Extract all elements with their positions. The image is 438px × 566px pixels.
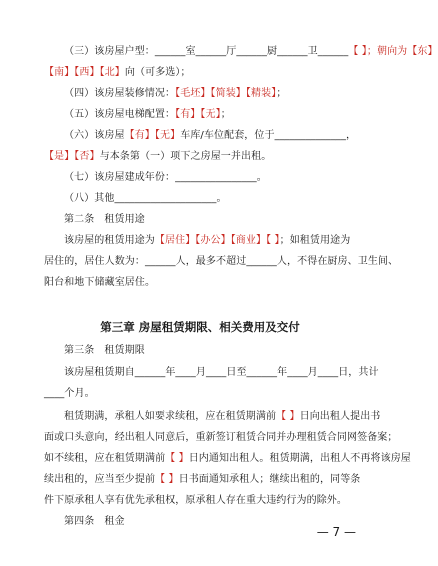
option-days: 【 】 <box>276 411 300 422</box>
article-number: 第三条 <box>64 345 95 356</box>
article-title: 租赁期限 <box>94 345 145 356</box>
line-renewal-3 <box>44 452 411 466</box>
blank: ______ <box>145 256 176 267</box>
text: 该房屋租赁期自 <box>64 367 135 378</box>
line-garage-included <box>44 150 271 164</box>
option-decoration: 【毛坯】【简装】【精装】 <box>175 88 277 99</box>
option-usage: 【居住】【办公】【商业】【 】 <box>154 235 280 246</box>
line-residents <box>44 255 398 269</box>
blank: ______ <box>246 367 278 378</box>
line-garage <box>64 129 356 143</box>
line-build-year <box>64 171 267 185</box>
line-orientation <box>44 66 191 80</box>
article-3-heading <box>64 344 145 358</box>
text: 日内通知出租人。 <box>188 453 270 464</box>
text: （六）该房屋 <box>64 130 125 141</box>
text: 租赁期满，承租人如要求续租，应在租赁期满前 <box>64 411 277 422</box>
blank: ______ <box>277 46 308 57</box>
line-renewal-2 <box>44 431 398 445</box>
text: 如不续租，应在租赁期满前 <box>44 453 166 464</box>
text: 个月。 <box>64 388 95 399</box>
blank: ______________ <box>274 130 346 141</box>
line-renewal-4 <box>44 473 360 487</box>
line-lease-period <box>64 366 379 380</box>
article-number: 第四条 <box>64 516 95 527</box>
text: 件下原承租人享有优先承租权，原承租人存在重大违约行为的除外。 <box>44 495 347 506</box>
line-storage <box>44 276 155 290</box>
option-directions: 【南】【西】【北】 <box>44 67 125 78</box>
text: （八）其他 <box>64 193 115 204</box>
text: 月 <box>307 367 318 378</box>
text: （三）该房屋户型： <box>64 46 155 57</box>
text: 面或口头意向，经出租人同意后，重新签订租赁合同并办理租赁合同网签备案； <box>44 432 398 443</box>
blank: ______ <box>154 46 186 57</box>
option-elevator: 【有】【无】 <box>175 109 221 120</box>
line-renewal-5 <box>44 494 347 508</box>
text: 该房屋的租赁用途为 <box>64 235 155 246</box>
text: 日书面通知承租人；继续出租的，同等条 <box>178 474 361 485</box>
article-2-heading <box>64 213 145 227</box>
blank: ____ <box>205 367 227 378</box>
option-bracket: 【 】；朝向为 <box>348 46 408 57</box>
line-decoration <box>64 87 286 101</box>
article-4-heading <box>64 515 125 529</box>
line-other <box>64 192 227 206</box>
blank: ______ <box>246 256 277 267</box>
page-number: — 7 — <box>316 525 356 539</box>
text: 日，共计 <box>338 367 379 378</box>
blank: ______ <box>195 46 227 57</box>
text: ； <box>276 88 287 99</box>
text: 。 <box>256 172 267 183</box>
text: 车库/车位配套，位于 <box>180 130 275 141</box>
line-renewal-1 <box>64 410 380 424</box>
text: 室 <box>185 46 196 57</box>
text: 居住的，居住人数为： <box>44 256 145 267</box>
text: （七）该房屋建成年份： <box>64 172 176 183</box>
text: 厨 <box>266 46 278 57</box>
article-number: 第二条 <box>64 214 95 225</box>
text: 年 <box>165 367 176 378</box>
text: 续出租的，应当至少提前 <box>44 474 156 485</box>
line-house-layout <box>64 45 438 59</box>
text: 月 <box>195 367 206 378</box>
line-usage <box>64 234 350 248</box>
text: 阳台和地下储藏室居住。 <box>44 277 156 288</box>
line-months <box>44 387 95 401</box>
option-east: 【东】 <box>407 46 438 57</box>
option-garage: 【有】【无】 <box>124 130 181 141</box>
text: 卫 <box>307 46 318 57</box>
article-title: 租赁用途 <box>94 214 145 225</box>
option-days: 【 】 <box>165 453 189 464</box>
text: 厅 <box>226 46 237 57</box>
text: ； <box>220 109 231 120</box>
line-elevator <box>64 108 231 122</box>
text: 与本条第（一）项下之房屋一并出租。 <box>99 151 272 162</box>
text: （四）该房屋装修情况： <box>64 88 176 99</box>
text: （五）该房屋电梯配置： <box>64 109 176 120</box>
text: ， <box>346 130 357 141</box>
text: ；如租赁用途为 <box>279 235 351 246</box>
option-days: 【 】 <box>155 474 179 485</box>
text: 租赁期满，出租人不再将该房屋 <box>269 453 411 464</box>
option-yes-no: 【是】【否】 <box>44 151 100 162</box>
blank: ________________ <box>175 172 257 183</box>
text: 日至 <box>226 367 247 378</box>
text: 。 <box>216 193 227 204</box>
chapter-heading: 第三章 房屋租赁期限、相关费用及交付 <box>100 320 300 334</box>
blank: ____ <box>317 367 339 378</box>
blank: ____ <box>175 367 196 378</box>
text: 年 <box>277 367 288 378</box>
blank: ____ <box>44 388 65 399</box>
text: 人，最多不超过 <box>175 256 247 267</box>
blank: ______ <box>134 367 166 378</box>
blank: ______ <box>317 46 349 57</box>
text: 日向出租人提出书 <box>299 411 381 422</box>
blank: ____ <box>287 367 308 378</box>
text: 人，不得在厨房、卫生间、 <box>276 256 399 267</box>
text: 向（可多选）； <box>124 67 191 78</box>
blank: ______ <box>236 46 267 57</box>
blank: ____________________ <box>114 193 217 204</box>
article-title: 租金 <box>94 516 125 527</box>
